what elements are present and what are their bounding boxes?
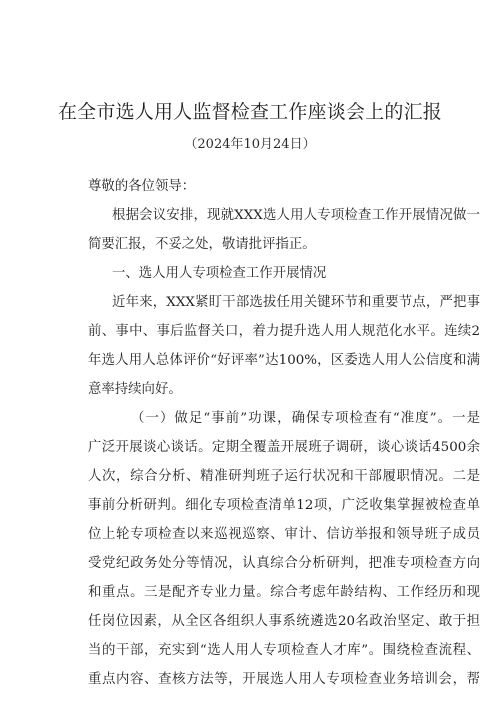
section-heading: 一、选人用人专项检查工作开展情况 [112,266,327,281]
paragraph-line: 位上轮专项检查以来巡视巡察、审计、信访举报和领导班子成员 [88,527,480,542]
document-date: （2024年10月24日） [184,137,316,152]
paragraph-line: 年选人用人总体评价“好评率”达100%，区委选人用人公信度和满 [88,353,480,368]
paragraph-line: 根据会议安排，现就XXX选人用人专项检查工作开展情况做一 [112,208,480,223]
paragraph-line: 和重点。三是配齐专业力量。综合考虑年龄结构、工作经历和现 [88,585,480,600]
paragraph-line: 简要汇报，不妥之处，敬请批评指正。 [88,237,316,252]
paragraph-line: 任岗位因素，从全区各组织人事系统遴选20名政治坚定、敢于担 [88,614,480,629]
paragraph-line: 意率持续向好。 [88,382,182,397]
paragraph-line: 事前分析研判。细化专项检查清单12项，广泛收集掌握被检查单 [88,498,480,513]
paragraph-line: 人次，综合分析、精准研判班子运行状况和干部履职情况。二是 [88,469,480,484]
paragraph-line: 近年来，XXX紧盯干部选拔任用关键环节和重要节点，严把事 [112,295,480,310]
paragraph-line: 前、事中、事后监督关口，着力提升选人用人规范化水平。连续2 [88,324,480,339]
document-title: 在全市选人用人监督检查工作座谈会上的汇报 [57,101,442,123]
salutation: 尊敬的各位领导： [88,179,196,194]
paragraph-line: 广泛开展谈心谈话。定期全覆盖开展班子调研，谈心谈话4500余 [88,440,480,455]
paragraph-line: 当的干部，充实到“选人用人专项检查人才库”。围绕检查流程、 [88,643,480,658]
subsection-line: （一）做足“事前”功课，确保专项检查有“准度”。一是 [131,411,480,426]
paragraph-line: 受党纪政务处分等情况，认真综合分析研判，把准专项检查方向 [88,556,480,571]
paragraph-line: 重点内容、查核方法等，开展选人用人专项检查业务培训会，帮 [88,672,480,687]
